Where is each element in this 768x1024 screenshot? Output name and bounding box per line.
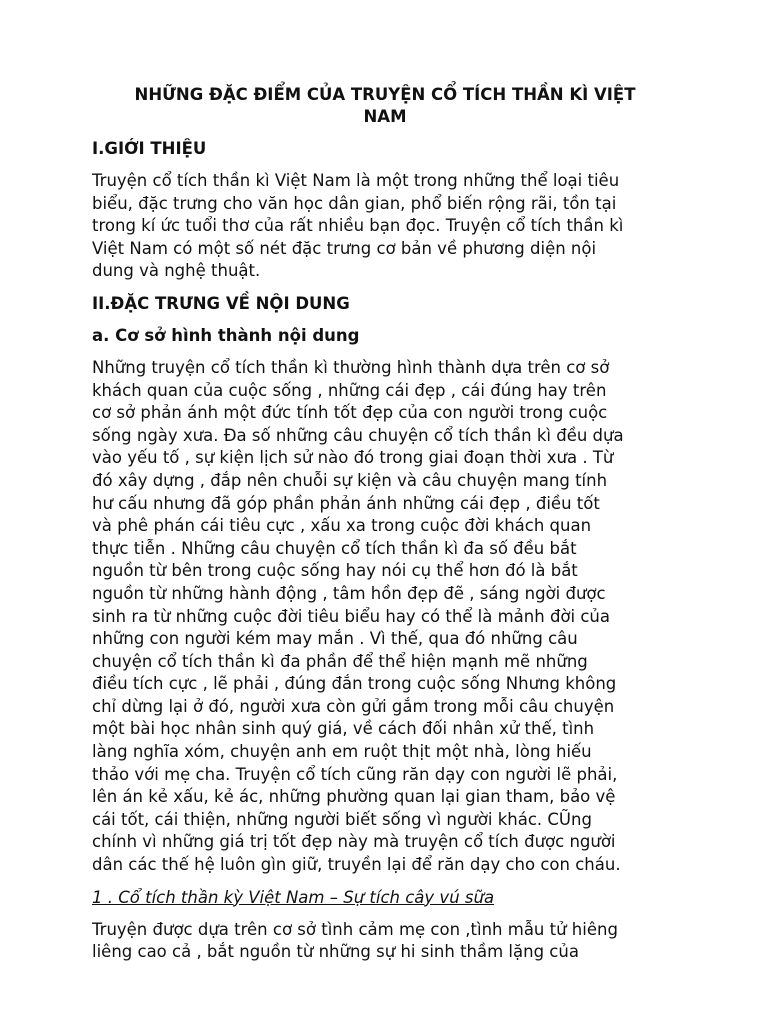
paragraph-line: sinh ra từ những cuộc đời tiêu biểu hay có thể là mảnh đời của (92, 606, 610, 626)
paragraph-line: sống ngày xưa. Đa số những câu chuyện cổ tích thần kì đều dựa (92, 425, 624, 445)
section-heading-content: II.ĐẶC TRƯNG VỀ NỘI DUNG (92, 293, 350, 313)
document-page (92, 84, 678, 974)
paragraph-line: chính vì những giá trị tốt đẹp này mà truyện cổ tích được người (92, 832, 616, 852)
paragraph-line: trong kí ức tuổi thơ của rất nhiều bạn đọc. Truyện cổ tích thần kì (92, 216, 624, 236)
paragraph-line: vào yếu tố , sự kiện lịch sử nào đó trong giai đoạn thời xưa . Từ (92, 448, 614, 468)
paragraph-line: nguồn từ bên trong cuộc sống hay nói cụ thể hơn đó là bắt (92, 561, 578, 581)
paragraph-line: làng nghĩa xóm, chuyện anh em ruột thịt một nhà, lòng hiếu (92, 742, 592, 762)
paragraph-line: những con người kém may mắn . Vì thế, qua đó những câu (92, 629, 578, 649)
paragraph-line: đó xây dựng , đắp nên chuỗi sự kiện và câu chuyện mang tính (92, 470, 608, 490)
paragraph-line: dân các thế hệ luôn gìn giữ, truyền lại để răn dạy cho con cháu. (92, 855, 621, 875)
body-paragraph (92, 357, 678, 877)
paragraph-line: chuyện cổ tích thần kì đa phần để thể hiện mạnh mẽ những (92, 651, 588, 671)
subsection-heading-a: a. Cơ sở hình thành nội dung (92, 325, 360, 345)
paragraph-line: thảo với mẹ cha. Truyện cổ tích cũng răn dạy con người lẽ phải, (92, 764, 618, 784)
paragraph-line: Truyện được dựa trên cơ sở tình cảm mẹ con ,tình mẫu tử hiêng (92, 919, 618, 939)
paragraph-line: và phê phán cái tiêu cực , xấu xa trong cuộc đời khách quan (92, 516, 592, 536)
paragraph-line: khách quan của cuộc sống , những cái đẹp , cái đúng hay trên (92, 380, 607, 400)
paragraph-line: chỉ dừng lại ở đó, người xưa còn gửi gắm trong mỗi câu chuyện (92, 696, 615, 716)
paragraph-line: Truyện cổ tích thần kì Việt Nam là một trong những thể loại tiêu (92, 171, 620, 190)
paragraph-line: hư cấu nhưng đã góp phần phản ánh những cái đẹp , điều tốt (92, 493, 600, 513)
intro-paragraph (92, 170, 678, 283)
title-line: NAM (363, 107, 407, 126)
paragraph-line: biểu, đặc trưng cho văn học dân gian, phổ biến rộng rãi, tồn tại (92, 193, 617, 213)
example-paragraph (92, 919, 678, 964)
paragraph-line: một bài học nhân sinh quý giá, về cách đối nhân xử thế, tình (92, 719, 595, 739)
paragraph-line: Việt Nam có một số nét đặc trưng cơ bản về phương diện nội (92, 238, 597, 258)
paragraph-line: cái tốt, cái thiện, những người biết sống vì người khác. CŨng (92, 809, 592, 829)
paragraph-line: nguồn từ những hành động , tâm hồn đẹp đẽ , sáng ngời được (92, 583, 606, 603)
paragraph-line: cơ sở phản ánh một đức tính tốt đẹp của con người trong cuộc (92, 403, 608, 423)
paragraph-line: điều tích cực , lẽ phải , đúng đắn trong cuộc sống Nhưng không (92, 674, 617, 694)
document-title (92, 84, 678, 128)
example-heading: 1 . Cổ tích thần kỳ Việt Nam – Sự tích cây vú sữa (92, 887, 495, 907)
title-line: NHỮNG ĐẶC ĐIỂM CỦA TRUYỆN CỔ TÍCH THẦN KÌ VIỆT (134, 85, 636, 104)
paragraph-line: Những truyện cổ tích thần kì thường hình thành dựa trên cơ sở (92, 357, 610, 377)
paragraph-line: liêng cao cả , bắt nguồn từ những sự hi sinh thầm lặng của (92, 942, 579, 962)
paragraph-line: lên án kẻ xấu, kẻ ác, những phường quan lại gian tham, bảo vệ (92, 787, 616, 807)
paragraph-line: thực tiễn . Những câu chuyện cổ tích thần kì đa số đều bắt (92, 538, 577, 558)
paragraph-line: dung và nghệ thuật. (92, 261, 261, 281)
section-heading-introduction: I.GIỚI THIỆU (92, 139, 207, 158)
